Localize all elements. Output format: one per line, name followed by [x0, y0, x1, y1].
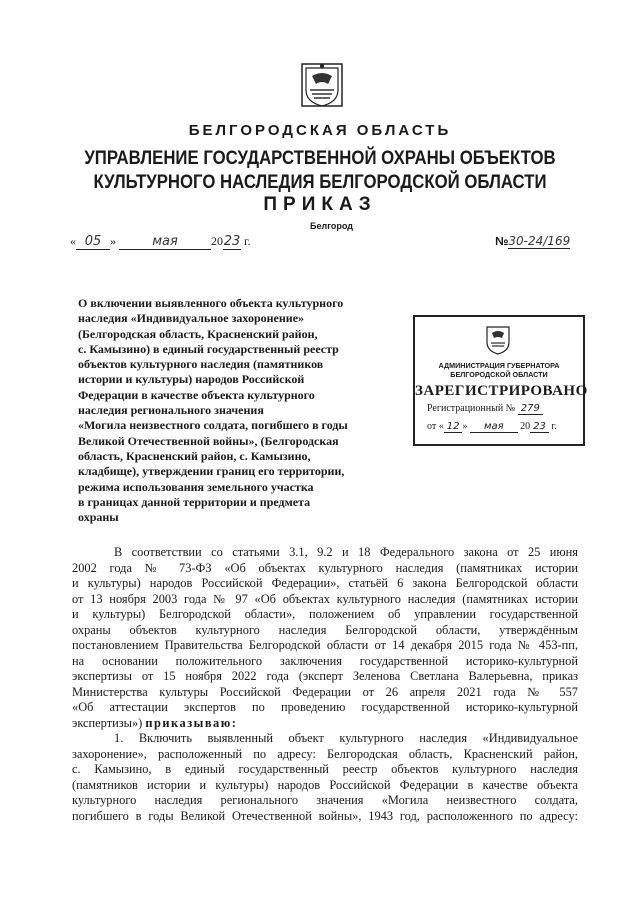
stamp-reg-number: 279 — [518, 403, 543, 415]
body-line: от 13 ноября 2003 года № 97 «Об объектах культурного наследия (памятниках истории — [72, 591, 578, 606]
body-line-final — [72, 716, 578, 732]
stamp-date-from: от « — [427, 421, 444, 432]
number-prefix: № — [495, 234, 509, 248]
date-close-quote: » — [110, 234, 116, 248]
order-number — [495, 234, 570, 248]
title-line: кладбище), утверждении границ его территории, — [78, 464, 345, 479]
order-date — [70, 234, 280, 250]
stamp-emblem — [484, 324, 512, 355]
region-heading: БЕЛГОРОДСКАЯ ОБЛАСТЬ — [188, 122, 452, 139]
city-label: Белгород — [310, 221, 353, 231]
stamp-date-day: 12 — [444, 421, 463, 433]
title-line: наследия регионального значения — [78, 403, 264, 418]
order-title — [78, 296, 408, 525]
title-line: охраны — [78, 510, 119, 525]
item-1-line: культурного наследия регионального значения «Могила неизвестного солдата, — [72, 793, 578, 807]
organization-name — [45, 146, 595, 194]
stamp-date-month: мая — [470, 421, 518, 433]
body-line: охраны объектов культурного наследия Белгородской области, утверждённым — [72, 622, 578, 637]
item-1-line: (памятников истории и культуры) народов Российской Федерации в качестве объекта — [72, 777, 578, 792]
organization-name-line-2: КУЛЬТУРНОГО НАСЛЕДИЯ БЕЛГОРОДСКОЙ ОБЛАСТИ — [93, 171, 547, 193]
title-line: в границах данной территории и предмета — [78, 494, 311, 509]
stamp-org-line-1: АДМИНИСТРАЦИЯ ГУБЕРНАТОРА — [438, 361, 560, 370]
date-open-quote: « — [70, 234, 76, 248]
title-line: истории и культуры) народов Российской — [78, 372, 305, 387]
organization-name-line-1: УПРАВЛЕНИЕ ГОСУДАРСТВЕННОЙ ОХРАНЫ ОБЪЕКТОВ — [84, 147, 556, 169]
body-line: и культуры) народов Российской Федерации», статьёй 6 закона Белгородской области — [72, 576, 578, 590]
date-year-prefix: 20 — [211, 234, 223, 248]
body-line: и культуры) Белгородской области», положением об управлении государственной — [72, 607, 578, 621]
body-line: экспертизы от 15 ноября 2022 года (эксперт Зеленова Светлана Валерьевна, приказ — [72, 669, 578, 683]
registration-stamp — [413, 315, 588, 446]
item-1-line: захоронение», расположенный по адресу: Белгородская область, Красненский район, — [72, 746, 578, 761]
stamp-reg-label: Регистрационный № — [427, 403, 516, 414]
body-line: на основании положительного заключения государственной историко-культурной — [72, 653, 578, 668]
order-word: приказываю: — [145, 715, 238, 730]
stamp-reg-number-line — [427, 403, 543, 414]
body-line: 2002 года № 73-ФЗ «Об объектах культурного наследия (памятниках истории — [72, 560, 578, 575]
document-type: ПРИКАЗ — [263, 194, 377, 215]
item-1-line: с. Камызино, в единый государственный реестр объектов культурного наследия — [72, 762, 578, 776]
coat-of-arms-emblem — [300, 60, 344, 110]
date-year-unit: г. — [244, 234, 251, 248]
title-line: наследия «Индивидуальное захоронение» — [78, 311, 305, 326]
stamp-date-year-prefix: 20 — [520, 421, 531, 432]
item-1-line: 1. Включить выявленный объект культурного наследия «Индивидуальное — [114, 731, 578, 745]
title-line: объектов культурного наследия (памятников — [78, 357, 324, 372]
stamp-date-mid: » — [462, 421, 468, 432]
body-last-prefix: экспертизы») — [72, 715, 143, 730]
stamp-organization — [415, 361, 583, 379]
title-line: (Белгородская область, Красненский район, — [78, 326, 318, 341]
date-day: 05 — [76, 234, 110, 250]
date-year-suffix: 23 — [223, 234, 241, 249]
stamp-date-year-suffix: 23 — [530, 421, 549, 433]
title-line: область, Красненский район, с. Камызино, — [78, 448, 311, 463]
stamp-date-line — [427, 421, 557, 432]
body-line: постановлением Правительства Белгородской области от 14 декабря 2015 года № 453-пп, — [72, 638, 578, 652]
body-line: «Об аттестации экспертов по проведению государственной историко-культурной — [72, 700, 578, 714]
order-body — [72, 545, 578, 824]
title-line: режима использования земельного участка — [78, 479, 314, 494]
title-line: О включении выявленного объекта культурного — [78, 296, 344, 310]
title-line: Великой Отечественной войны», (Белгородская — [78, 433, 339, 448]
body-line: Министерства культуры Российской Федерации от 26 апреля 2021 года № 557 — [72, 684, 578, 699]
title-line: Федерации в качестве объекта культурного — [78, 387, 315, 402]
stamp-registered-label: ЗАРЕГИСТРИРОВАНО — [415, 383, 588, 399]
body-line: В соответствии со статьями 3.1, 9.2 и 18 Федерального закона от 25 июня — [114, 545, 578, 559]
stamp-org-line-2: БЕЛГОРОДСКОЙ ОБЛАСТИ — [450, 370, 548, 379]
date-month: мая — [119, 234, 211, 250]
stamp-date-unit: г. — [551, 421, 557, 432]
item-1-line: погибшего в годы Великой Отечественной войны», 1943 год, расположенного по адресу: — [72, 808, 578, 823]
number-value: 30-24/169 — [508, 234, 571, 248]
title-line: с. Камызино) в единый государственный реестр — [78, 341, 339, 356]
title-line: «Могила неизвестного солдата, погибшего в годы — [78, 418, 348, 433]
